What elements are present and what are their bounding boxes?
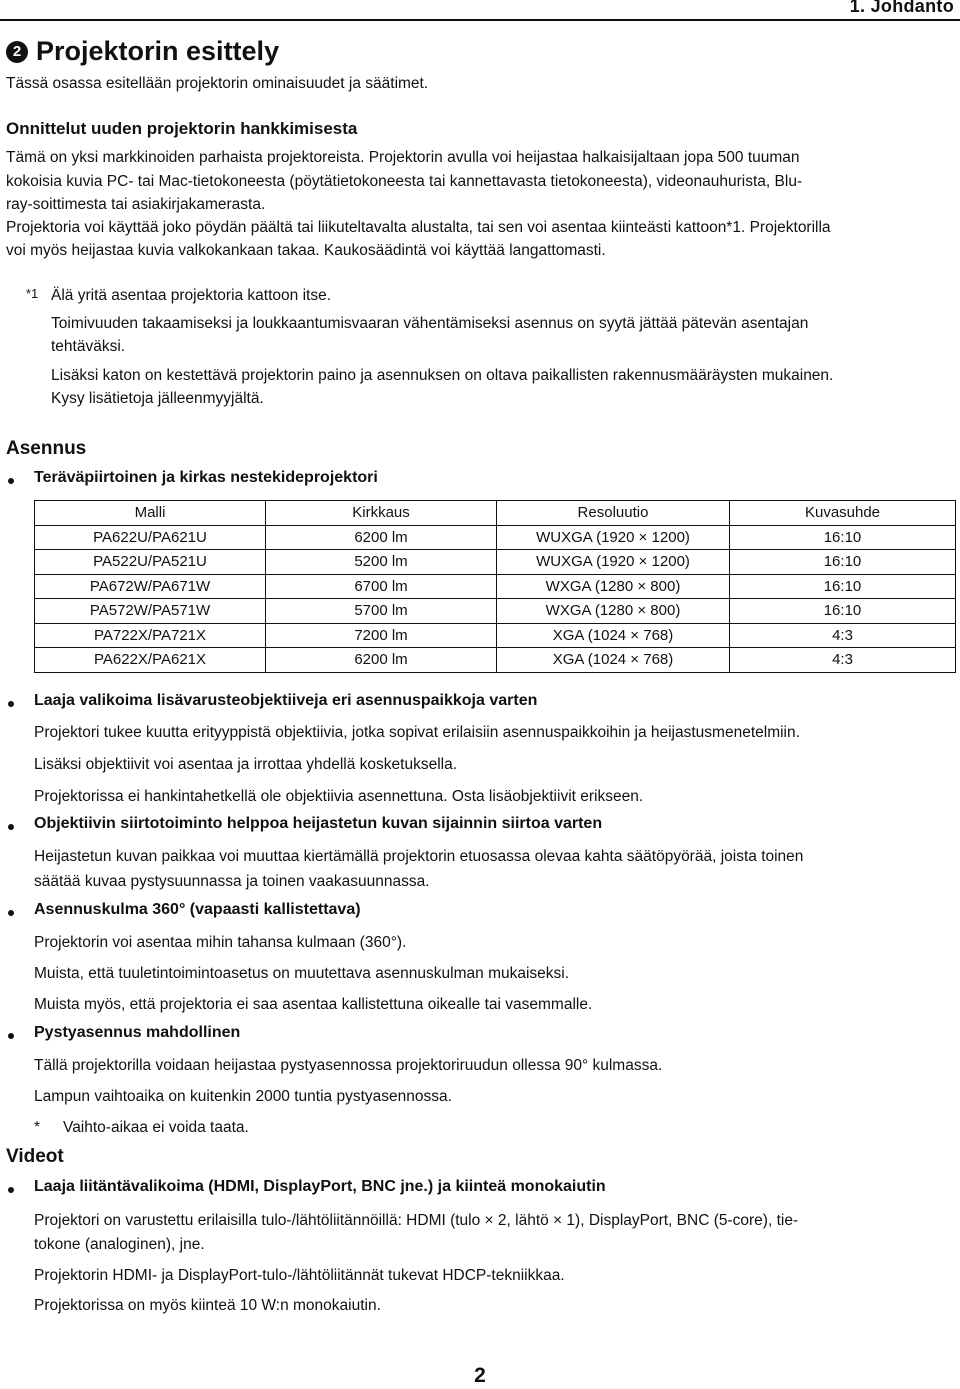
feature-bullet-5: Pystyasennus mahdollinen — [34, 1024, 240, 1042]
table-header-cell: Resoluutio — [497, 501, 730, 526]
table-cell: 16:10 — [730, 599, 956, 624]
video-text-2: tokone (analoginen), jne. — [34, 1236, 205, 1253]
table-row — [35, 599, 956, 624]
feature-5-note: Vaihto-aikaa ei voida taata. — [63, 1119, 249, 1136]
section-title — [6, 36, 279, 67]
videot-heading: Videot — [6, 1146, 64, 1167]
video-text-1: Projektori on varustettu erilaisilla tulo-/lähtöliitännöillä: HDMI (tulo × 2, lähtö × 1), DisplayPort, BNC (5-core), tie- — [34, 1212, 799, 1229]
table-row — [35, 623, 956, 648]
feature-4-text-3: Muista myös, että projektoria ei saa asentaa kallistettuna oikealle tai vasemmalle. — [34, 996, 593, 1013]
table-cell: WUXGA (1920 × 1200) — [497, 525, 730, 550]
feature-2-text-3: Projektorissa ei hankintahetkellä ole objektiivia asennettuna. Osta lisäobjektiivit erikseen. — [34, 788, 644, 805]
table-cell: 5700 lm — [266, 599, 497, 624]
video-bullet-1: Laaja liitäntävalikoima (HDMI, DisplayPort, BNC jne.) ja kiinteä monokaiutin — [34, 1178, 606, 1196]
table-cell: 16:10 — [730, 574, 956, 599]
feature-3-text-1: Heijastetun kuvan paikkaa voi muuttaa kiertämällä projektorin etuosassa olevaa kahta säätöpyörää, joista toinen — [34, 848, 804, 865]
feature-bullet-1: Teräväpiirtoinen ja kirkas nestekideprojektori — [34, 469, 378, 487]
chapter-label: 1. Johdanto — [849, 0, 954, 16]
asennus-heading: Asennus — [6, 438, 87, 459]
footnote-line-1: Älä yritä asentaa projektoria kattoon itse. — [51, 287, 332, 304]
header-rule — [0, 19, 960, 21]
feature-5-text-1: Tällä projektorilla voidaan heijastaa pystyasennossa projektoriruudun ollessa 90° kulmassa. — [34, 1057, 663, 1074]
table-cell: 4:3 — [730, 623, 956, 648]
feature-4-text-2: Muista, että tuuletintoimintoasetus on muutettava asennuskulman mukaiseksi. — [34, 965, 570, 982]
bullet-dot — [8, 1033, 14, 1039]
bullet-dot — [8, 910, 14, 916]
feature-bullet-4: Asennuskulma 360° (vapaasti kallistettava) — [34, 901, 361, 919]
footnote-line-3: tehtäväksi. — [51, 338, 126, 355]
table-cell: PA572W/PA571W — [35, 599, 266, 624]
table-header-cell: Kuvasuhde — [730, 501, 956, 526]
bullet-dot — [8, 701, 14, 707]
table-cell: WXGA (1280 × 800) — [497, 574, 730, 599]
feature-5-note-marker: * — [34, 1119, 41, 1136]
table-cell: 5200 lm — [266, 550, 497, 575]
feature-3-text-2: säätää kuvaa pystysuunnassa ja toinen vaakasuunnassa. — [34, 873, 430, 890]
congrats-line-5: voi myös heijastaa kuvia valkokankaan takaa. Kaukosäädintä voi käyttää langattomasti. — [6, 242, 606, 259]
table-cell: XGA (1024 × 768) — [497, 648, 730, 673]
table-cell: 6200 lm — [266, 525, 497, 550]
bullet-dot — [8, 1187, 14, 1193]
section-title-text: Projektorin esittely — [36, 36, 280, 66]
section-intro: Tässä osassa esitellään projektorin ominaisuudet ja säätimet. — [6, 75, 429, 92]
video-text-3: Projektorin HDMI- ja DisplayPort-tulo-/lähtöliitännät tukevat HDCP-tekniikkaa. — [34, 1267, 565, 1284]
feature-2-text-2: Lisäksi objektiivit voi asentaa ja irrottaa yhdellä kosketuksella. — [34, 756, 458, 773]
video-text-4: Projektorissa on myös kiinteä 10 W:n monokaiutin. — [34, 1297, 381, 1314]
table-cell: 16:10 — [730, 550, 956, 575]
bullet-dot — [8, 478, 14, 484]
table-cell: XGA (1024 × 768) — [497, 623, 730, 648]
table-cell: PA722X/PA721X — [35, 623, 266, 648]
bullet-dot — [8, 824, 14, 830]
congrats-line-2: kokoisia kuvia PC- tai Mac-tietokoneesta (pöytätietokoneesta tai kannettavasta tietokoneesta), videonauhurista, Blu- — [6, 173, 803, 190]
table-cell: WXGA (1280 × 800) — [497, 599, 730, 624]
table-cell: PA622X/PA621X — [35, 648, 266, 673]
congrats-line-1: Tämä on yksi markkinoiden parhaista projektoreista. Projektorin avulla voi heijastaa halkaisijaltaan jopa 500 tuuman — [6, 149, 800, 166]
table-cell: 6200 lm — [266, 648, 497, 673]
feature-5-text-2: Lampun vaihtoaika on kuitenkin 2000 tuntia pystyasennossa. — [34, 1088, 452, 1105]
footnote-marker: *1 — [26, 286, 39, 301]
feature-2-text-1: Projektori tukee kuutta erityyppistä objektiivia, jotka sopivat erilaisiin asennuspaikkoihin ja heijastusmenetelmiin. — [34, 724, 800, 741]
page-number: 2 — [474, 1364, 486, 1387]
section-number-badge: 2 — [6, 41, 28, 63]
feature-4-text-1: Projektorin voi asentaa mihin tahansa kulmaan (360°). — [34, 934, 407, 951]
table-header-row — [35, 501, 956, 526]
table-cell: PA622U/PA621U — [35, 525, 266, 550]
table-row — [35, 648, 956, 673]
table-row — [35, 550, 956, 575]
table-cell: PA522U/PA521U — [35, 550, 266, 575]
feature-bullet-2: Laaja valikoima lisävarusteobjektiiveja eri asennuspaikkoja varten — [34, 692, 537, 710]
footnote-line-2: Toimivuuden takaamiseksi ja loukkaantumisvaaran vähentämiseksi asennus on syytä jättää pätevän asentajan — [51, 315, 809, 332]
spec-table — [34, 500, 956, 673]
table-row — [35, 574, 956, 599]
table-header-cell: Malli — [35, 501, 266, 526]
table-cell: PA672W/PA671W — [35, 574, 266, 599]
table-cell: 16:10 — [730, 525, 956, 550]
congrats-line-3: ray-soittimesta tai asiakirjakamerasta. — [6, 196, 266, 213]
table-cell: 7200 lm — [266, 623, 497, 648]
footnote-line-5: Kysy lisätietoja jälleenmyyjältä. — [51, 390, 264, 407]
table-row — [35, 525, 956, 550]
footnote-line-4: Lisäksi katon on kestettävä projektorin paino ja asennuksen on oltava paikallisten rakennusmääräysten mukainen. — [51, 367, 834, 384]
congrats-line-4: Projektoria voi käyttää joko pöydän päältä tai liikuteltavalta alustalta, tai sen voi asentaa kiinteästi kattoon*1. Projektorilla — [6, 219, 831, 236]
table-cell: WUXGA (1920 × 1200) — [497, 550, 730, 575]
table-cell: 4:3 — [730, 648, 956, 673]
congrats-heading: Onnittelut uuden projektorin hankkimisesta — [6, 119, 358, 138]
table-cell: 6700 lm — [266, 574, 497, 599]
table-header-cell: Kirkkaus — [266, 501, 497, 526]
feature-bullet-3: Objektiivin siirtotoiminto helppoa heijastetun kuvan sijainnin siirtoa varten — [34, 815, 602, 833]
